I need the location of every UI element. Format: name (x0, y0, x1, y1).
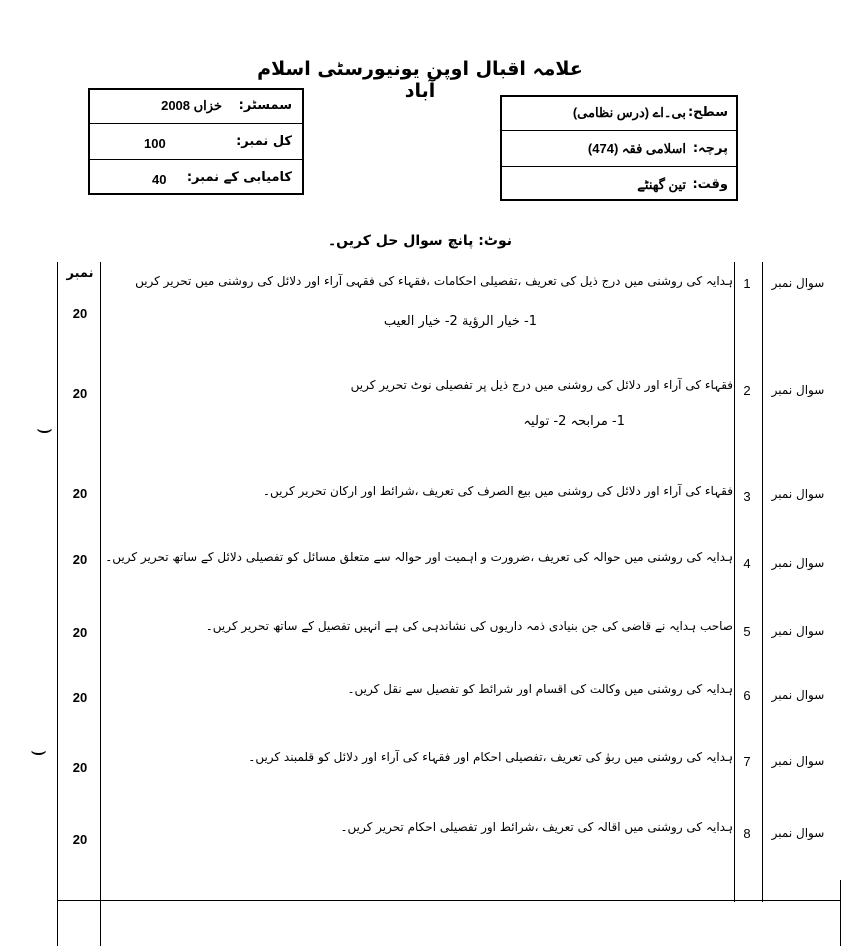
question-label: سوال نمبر (771, 688, 825, 702)
question-marks: 20 (72, 690, 88, 705)
question-label: سوال نمبر (771, 276, 825, 290)
level-value: بی۔اے (درس نظامی) (572, 105, 686, 120)
question-text: ہدایہ کی روشنی میں ربوٰ کی تعریف ،تفصیلی احکام اور فقہاء کی آراء اور دلائل کو قلمبند کریں۔ (248, 750, 733, 764)
question-text: ہدایہ کی روشنی میں اقالہ کی تعریف ،شرائط اور تفصیلی احکام تحریر کریں۔ (340, 820, 733, 834)
question-text: ہدایہ کی روشنی میں حوالہ کی تعریف ،ضرورت و اہمیت اور حوالہ سے متعلق مسائل کو تفصیلی دلائل کے ساتھ تحریر کریں۔ (105, 550, 733, 564)
marks-column-header: نمبر (66, 266, 94, 281)
pass-marks-label: کامیابی کے نمبر: (186, 170, 292, 185)
semester-value: خزاں 2008 (161, 98, 222, 113)
question-subitems: 1- مرابحہ 2- تولیہ (523, 414, 625, 429)
total-marks-value: 100 (144, 136, 166, 151)
instruction-note: نوٹ: پانچ سوال حل کریں۔ (327, 233, 513, 249)
question-marks: 20 (72, 486, 88, 501)
question-label: سوال نمبر (771, 754, 825, 768)
question-marks: 20 (72, 552, 88, 567)
question-subitems: 1- خيار الرؤية 2- خيار العيب (383, 314, 537, 329)
time-value: تین گھنٹے (637, 177, 686, 192)
question-number: 2 (743, 383, 751, 398)
question-number-divider (734, 262, 735, 902)
pass-marks-value: 40 (152, 172, 167, 187)
question-text: ہدایہ کی روشنی میں وکالت کی اقسام اور شرائط کو تفصیل سے نقل کریں۔ (347, 682, 733, 696)
question-label-divider (762, 262, 763, 902)
question-text: فقہاء کی آراء اور دلائل کی روشنی میں درج ذیل پر تفصیلی نوٹ تحریر کریں (350, 378, 733, 392)
question-number: 5 (743, 624, 751, 639)
question-number: 6 (743, 688, 751, 703)
table-bottom-line (57, 900, 840, 901)
question-marks: 20 (72, 832, 88, 847)
university-title: علامہ اقبال اوپن یونیورسٹی اسلام آباد (257, 58, 583, 102)
question-label: سوال نمبر (771, 826, 825, 840)
paper-value: اسلامی فقہ (474) (587, 141, 686, 156)
marks-column-divider (100, 262, 101, 946)
question-label: سوال نمبر (771, 624, 825, 638)
question-number: 4 (743, 556, 751, 571)
question-marks: 20 (72, 386, 88, 401)
paper-label: پرچہ: (692, 141, 728, 156)
time-label: وقت: (692, 177, 728, 192)
question-number: 3 (743, 489, 751, 504)
question-text: صاحب ہدایہ نے قاضی کی جن بنیادی ذمہ داریوں کی نشاندہی کی ہے انہیں تفصیل کے ساتھ تحریر کریں۔ (205, 619, 733, 633)
question-marks: 20 (72, 306, 88, 321)
total-marks-label: کل نمبر: (236, 134, 292, 149)
question-label: سوال نمبر (771, 383, 825, 397)
question-label: سوال نمبر (771, 487, 825, 501)
course-info-box (500, 95, 738, 201)
table-left-border (57, 262, 58, 946)
margin-bracket-mark: ⌣ (30, 736, 48, 766)
question-label: سوال نمبر (771, 556, 825, 570)
exam-info-box (88, 88, 304, 195)
question-text: فقہاء کی آراء اور دلائل کی روشنی میں بیع الصرف کی تعریف ،شرائط اور ارکان تحریر کریں۔ (262, 484, 733, 498)
question-marks: 20 (72, 625, 88, 640)
question-number: 8 (743, 826, 751, 841)
semester-label: سمسٹر: (238, 98, 292, 113)
margin-bracket-mark: ⌣ (36, 414, 54, 444)
question-number: 1 (743, 276, 751, 291)
level-label: سطح: (687, 105, 728, 120)
question-text: ہدایہ کی روشنی میں درج ذیل کی تعریف ،تفصیلی احکامات ،فقہاء کی فقہی آراء اور دلائل کی روشنی میں تحریر کریں (135, 274, 733, 288)
question-marks: 20 (72, 760, 88, 775)
question-number: 7 (743, 754, 751, 769)
